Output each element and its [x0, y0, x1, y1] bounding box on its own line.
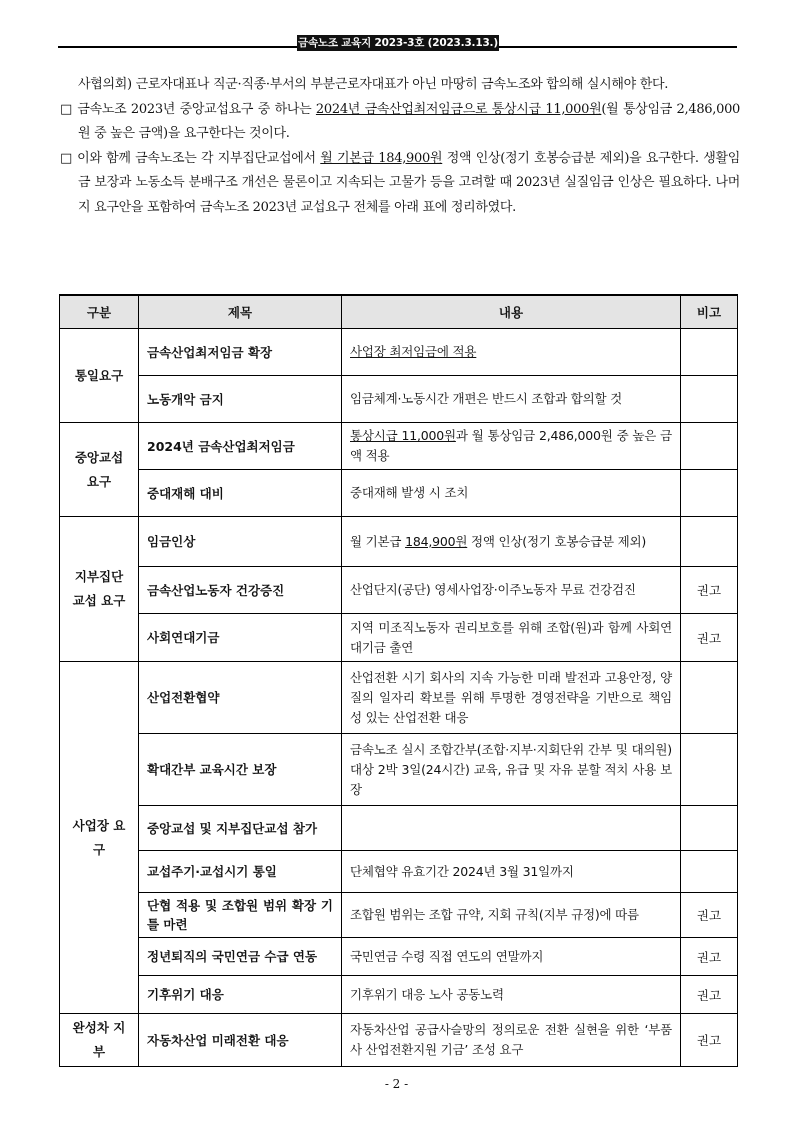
content-text: 조합원 범위는 조합 규약, 지회 규칙(지부 규정)에 따름: [350, 907, 639, 922]
content-cell: [342, 734, 681, 806]
content-text: 과 월 통상임금 2,486,000원 중 높은 금액 적용: [350, 428, 673, 463]
title-cell: 단협 적용 및 조합원 범위 확장 기틀 마련: [139, 893, 342, 938]
table-row: [60, 893, 738, 938]
header-category: 구분: [60, 295, 139, 329]
content-cell: [342, 662, 681, 734]
content-text: 지역 미조직노동자 권리보호를 위해 조합(원)과 함께 사회연대기금 출연: [350, 619, 672, 655]
paragraph-1: 사협의회) 근로자대표나 직군·직종·부서의 부분근로자대표가 아닌 마땅히 금속노조와 합의해 실시해야 한다.: [78, 77, 669, 92]
note-cell: 권고: [681, 1014, 738, 1067]
content-underlined: 사업장 최저임금에 적용: [350, 344, 477, 359]
content-cell: [342, 614, 681, 662]
content-cell: [342, 1014, 681, 1067]
header-content: 내용: [342, 295, 681, 329]
content-cell: [342, 329, 681, 376]
header-note: 비고: [681, 295, 738, 329]
table-row: [60, 470, 738, 517]
demands-table: [59, 294, 738, 1067]
content-cell: [342, 567, 681, 614]
title-cell: 확대간부 교육시간 보장: [139, 734, 342, 806]
content-text: 산업전환 시기 회사의 지속 가능한 미래 발전과 고용안정, 양질의 일자리 확보를 위해 투명한 경영전략을 기반으로 책임성 있는 산업전환 대응: [350, 669, 672, 725]
table-row: [60, 423, 738, 470]
title-cell: 기후위기 대응: [139, 976, 342, 1014]
content-cell: [342, 470, 681, 517]
table-row: [60, 517, 738, 567]
content-text: 임금체계·노동시간 개편은 반드시 조합과 합의할 것: [350, 391, 623, 406]
content-cell: [342, 893, 681, 938]
note-cell: [681, 470, 738, 517]
content-text: 월 기본급: [350, 533, 406, 549]
content-cell: [342, 517, 681, 567]
title-cell: 노동개악 금지: [139, 376, 342, 423]
note-cell: [681, 376, 738, 423]
table-row: [60, 806, 738, 851]
title-cell: 중대재해 대비: [139, 470, 342, 517]
content-underlined: 184,900원: [405, 533, 468, 549]
note-cell: [681, 851, 738, 893]
content-text: 국민연금 수령 직접 연도의 연말까지: [350, 948, 544, 964]
content-text: 산업단지(공단) 영세사업장·이주노동자 무료 건강검진: [350, 582, 636, 597]
content-cell: [342, 423, 681, 470]
header-title: 금속노조 교육지 2023-3호 (2023.3.13.): [298, 37, 498, 49]
bullet: □: [60, 101, 73, 117]
content-text: 금속노조 실시 조합간부(조합·지부·지회단위 간부 및 대의원) 대상 2박 3일(24시간) 교육, 유급 및 자유 분할 적치 사용 보장: [350, 741, 672, 797]
body-text: [60, 73, 740, 220]
note-cell: [681, 734, 738, 806]
table-row: [60, 567, 738, 614]
para-text: 이와 함께 금속노조는 각 지부집단교섭에서: [77, 150, 321, 166]
content-cell: [342, 806, 681, 851]
table-body: [60, 329, 738, 1067]
content-text: 자동차산업 공급사슬망의 정의로운 전환 실현을 위한 ‘부품사 산업전환지원 기금’ 조성 요구: [350, 1022, 672, 1057]
para-text: (월 통상임금 2,486,000원 중 높은 금액)을 요구한다는 것이다.: [78, 101, 741, 141]
table-row: [60, 976, 738, 1014]
content-cell: [342, 851, 681, 893]
content-text: 정액 인상(정기 호봉승급분 제외): [467, 533, 647, 549]
note-cell: [681, 806, 738, 851]
table-row: [60, 734, 738, 806]
page-number: - 2 -: [384, 1077, 409, 1091]
note-cell: 권고: [681, 976, 738, 1014]
content-cell: [342, 976, 681, 1014]
table-row: [60, 851, 738, 893]
table-row: [60, 938, 738, 976]
title-cell: 2024년 금속산업최저임금: [139, 423, 342, 470]
title-cell: 금속산업최저임금 확장: [139, 329, 342, 376]
title-cell: 사회연대기금: [139, 614, 342, 662]
table-row: [60, 614, 738, 662]
note-cell: [681, 662, 738, 734]
title-cell: 금속산업노동자 건강증진: [139, 567, 342, 614]
note-cell: [681, 423, 738, 470]
content-cell: [342, 938, 681, 976]
content-text: 단체협약 유효기간 2024년 3월 31일까지: [350, 863, 574, 879]
table-row: [60, 1014, 738, 1067]
note-cell: 권고: [681, 614, 738, 662]
content-text: 기후위기 대응 노사 공동노력: [350, 986, 504, 1002]
para-text: 금속노조 2023년 중앙교섭요구 중 하나는: [77, 101, 316, 117]
note-cell: [681, 329, 738, 376]
title-cell: 산업전환협약: [139, 662, 342, 734]
paragraph-2: [60, 98, 740, 147]
para-text: 정액 인상(정기 호봉승급분 제외)을 요구한다. 생활임금 보장과 노동소득 분배구조 개선은 물론이고 지속되는 고물가 등을 고려할 때 2023년 실질임금 인상은 필요하다. 나머지 요구안을 포함하여 금속노조 2023년 교섭요구 전체를 아래 표에 정리하였다.: [78, 150, 740, 215]
category-cell: 지부집단 교섭 요구: [60, 517, 139, 662]
note-cell: 권고: [681, 893, 738, 938]
note-cell: 권고: [681, 938, 738, 976]
content-text: 중대재해 발생 시 조치: [350, 485, 469, 500]
category-cell: 완성차 지부: [60, 1014, 139, 1067]
content-underlined: 통상시급 11,000원: [350, 428, 456, 443]
table-row: [60, 329, 738, 376]
table-row: [60, 662, 738, 734]
title-cell: 중앙교섭 및 지부집단교섭 참가: [139, 806, 342, 851]
content-cell: [342, 376, 681, 423]
title-cell: 자동차산업 미래전환 대응: [139, 1014, 342, 1067]
bullet: □: [60, 150, 73, 166]
paragraph-3: [60, 147, 740, 221]
category-cell: 사업장 요구: [60, 662, 139, 1014]
note-cell: 권고: [681, 567, 738, 614]
title-cell: 교섭주기·교섭시기 통일: [139, 851, 342, 893]
table-row: [60, 376, 738, 423]
note-cell: [681, 517, 738, 567]
emphasis-underline: 월 기본급 184,900원: [320, 150, 443, 166]
category-cell: 통일요구: [60, 329, 139, 423]
category-cell: 중앙교섭 요구: [60, 423, 139, 517]
title-cell: 임금인상: [139, 517, 342, 567]
emphasis-underline: 2024년 금속산업최저임금으로 통상시급 11,000원: [315, 101, 602, 117]
title-cell: 정년퇴직의 국민연금 수급 연동: [139, 938, 342, 976]
table-header-row: [60, 295, 738, 329]
header-title: 제목: [139, 295, 342, 329]
